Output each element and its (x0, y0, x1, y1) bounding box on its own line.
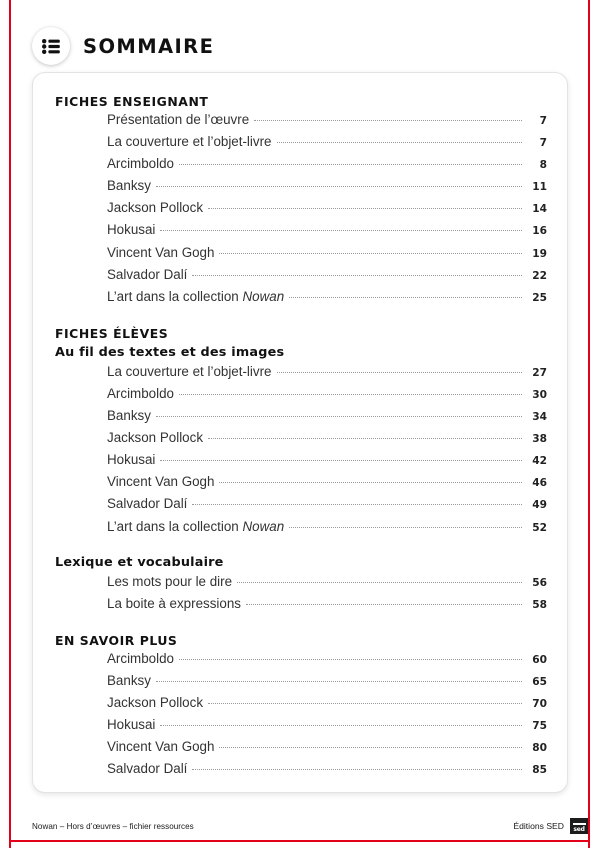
footer-publisher-block (513, 818, 588, 834)
toc-entry-label: Arcimboldo (107, 156, 174, 172)
toc-leader-dots (277, 142, 523, 143)
toc-page-number: 85 (532, 764, 547, 777)
toc-entry[interactable] (107, 596, 547, 618)
footer-publisher-name: Éditions SED (513, 821, 564, 831)
toc-leader-dots (160, 725, 522, 726)
toc-entry[interactable] (107, 673, 547, 695)
sed-logo-text: sed (573, 826, 585, 833)
toc-section-heading: FICHES ENSEIGNANT (55, 94, 209, 109)
toc-page-number: 80 (532, 742, 547, 755)
list-icon-badge (32, 27, 70, 65)
toc-entry[interactable] (107, 289, 547, 311)
toc-entry[interactable] (107, 112, 547, 134)
page-rule-left (9, 0, 11, 848)
toc-entry-label: Arcimboldo (107, 385, 174, 401)
toc-subsection-heading: Au fil des textes et des images (55, 344, 285, 360)
toc-page-number: 16 (532, 225, 547, 238)
toc-page-number: 52 (532, 521, 547, 534)
page-title: SOMMAIRE (83, 34, 215, 58)
toc-page-number: 38 (532, 433, 547, 446)
toc-leader-dots (160, 230, 522, 231)
toc-page-number: 70 (532, 697, 547, 710)
toc-page-number: 25 (532, 291, 547, 304)
toc-entry[interactable] (107, 245, 547, 267)
toc-entry[interactable] (107, 717, 547, 739)
toc-entry[interactable] (107, 651, 547, 673)
toc-card (32, 72, 568, 793)
toc-page-number: 22 (532, 269, 547, 282)
toc-entry[interactable] (107, 156, 547, 178)
toc-leader-dots (208, 703, 522, 704)
toc-page-number: 8 (539, 159, 547, 172)
toc-entry-label: Les mots pour le dire (107, 573, 233, 589)
toc-entry[interactable] (107, 739, 547, 761)
toc-entry[interactable] (107, 496, 547, 518)
toc-entry-label: Jackson Pollock (107, 430, 204, 446)
toc-entry-label: Salvador Dalí (107, 266, 188, 282)
page-rule-right (588, 0, 590, 848)
toc-entry-label: Salvador Dalí (107, 761, 188, 777)
toc-entry[interactable] (107, 364, 547, 386)
toc-leader-dots (219, 253, 522, 254)
toc-leader-dots (219, 747, 522, 748)
toc-leader-dots (179, 394, 522, 395)
toc-entry[interactable] (107, 222, 547, 244)
toc-page-number: 19 (532, 247, 547, 260)
toc-entry-label: La boite à expressions (107, 595, 241, 611)
toc-page-number: 58 (532, 598, 547, 611)
toc-entry[interactable] (107, 267, 547, 289)
toc-entry-label: Vincent Van Gogh (107, 474, 215, 490)
toc-entry[interactable] (107, 474, 547, 496)
toc-leader-dots (179, 659, 522, 660)
toc-entry-label: Banksy (107, 672, 151, 688)
toc-leader-dots (237, 582, 522, 583)
toc-page-number: 14 (532, 203, 547, 216)
list-icon (42, 39, 60, 54)
toc-entry[interactable] (107, 452, 547, 474)
toc-page-number: 7 (539, 137, 547, 150)
toc-leader-dots (192, 275, 522, 276)
toc-entry-label: L’art dans la collection Nowan (107, 288, 285, 304)
toc-page-number: 56 (532, 576, 547, 589)
footer-source-note: Nowan – Hors d’œuvres – fichier ressources (32, 821, 194, 831)
toc-entry-label: Hokusai (107, 452, 156, 468)
toc-page-number: 7 (539, 115, 547, 127)
toc-leader-dots (277, 372, 523, 373)
toc-entry-label: Banksy (107, 178, 151, 194)
toc-entry-label: Jackson Pollock (107, 200, 204, 216)
toc-entry-label: Vincent Van Gogh (107, 244, 215, 260)
toc-entry[interactable] (107, 695, 547, 717)
toc-leader-dots (289, 297, 522, 298)
toc-page-number: 27 (532, 366, 547, 379)
toc-leader-dots (179, 164, 522, 165)
toc-entry-label-italic: Nowan (242, 518, 285, 534)
toc-page-number: 11 (532, 181, 547, 194)
page-header (32, 20, 214, 72)
sed-logo-icon (570, 818, 588, 834)
toc-entry[interactable] (107, 519, 547, 541)
toc-entry-label: Banksy (107, 408, 151, 424)
toc-entry-label: Jackson Pollock (107, 694, 204, 710)
toc-entry-label: Hokusai (107, 717, 156, 733)
toc-subsection-heading: Lexique et vocabulaire (55, 554, 224, 570)
toc-leader-dots (289, 527, 522, 528)
page-rule-bottom (9, 840, 589, 842)
toc-page-number: 49 (532, 499, 547, 512)
toc-entry-label: La couverture et l’objet-livre (107, 134, 272, 150)
toc-page-number: 65 (532, 675, 547, 688)
toc-page-number: 42 (532, 455, 547, 468)
toc-entry-label: Vincent Van Gogh (107, 739, 215, 755)
toc-entry[interactable] (107, 761, 547, 783)
toc-leader-dots (156, 416, 522, 417)
toc-leader-dots (192, 769, 522, 770)
page-footer (32, 818, 588, 834)
toc-leader-dots (156, 186, 522, 187)
toc-section-heading: EN SAVOIR PLUS (55, 632, 178, 648)
toc-entry-label: Arcimboldo (107, 650, 174, 666)
toc-leader-dots (254, 120, 522, 121)
toc-entry-label: Salvador Dalí (107, 496, 188, 512)
toc-leader-dots (208, 438, 522, 439)
toc-entry[interactable] (107, 200, 547, 222)
toc-leader-dots (156, 681, 522, 682)
toc-entry-label: La couverture et l’objet-livre (107, 363, 272, 379)
toc-entry-label: L’art dans la collection Nowan (107, 518, 285, 534)
toc-page-number: 46 (532, 477, 547, 490)
toc-entry[interactable] (107, 134, 547, 156)
toc-entry[interactable] (107, 408, 547, 430)
toc-entry-label: Hokusai (107, 222, 156, 238)
toc-leader-dots (246, 604, 522, 605)
toc-entry-label: Présentation de l’œuvre (107, 112, 250, 127)
toc-entry[interactable] (107, 178, 547, 200)
toc-leader-dots (160, 460, 522, 461)
table-of-contents (55, 93, 547, 783)
toc-page-number: 30 (532, 388, 547, 401)
toc-entry[interactable] (107, 430, 547, 452)
toc-page-number: 60 (532, 653, 547, 666)
toc-leader-dots (219, 482, 522, 483)
toc-entry[interactable] (107, 574, 547, 596)
toc-page-number: 75 (532, 720, 547, 733)
toc-leader-dots (208, 208, 522, 209)
toc-entry[interactable] (107, 386, 547, 408)
toc-page-number: 34 (532, 411, 547, 424)
toc-entry-label-italic: Nowan (242, 288, 285, 304)
toc-section-heading: FICHES ÉLÈVES (55, 325, 169, 341)
toc-leader-dots (192, 504, 522, 505)
